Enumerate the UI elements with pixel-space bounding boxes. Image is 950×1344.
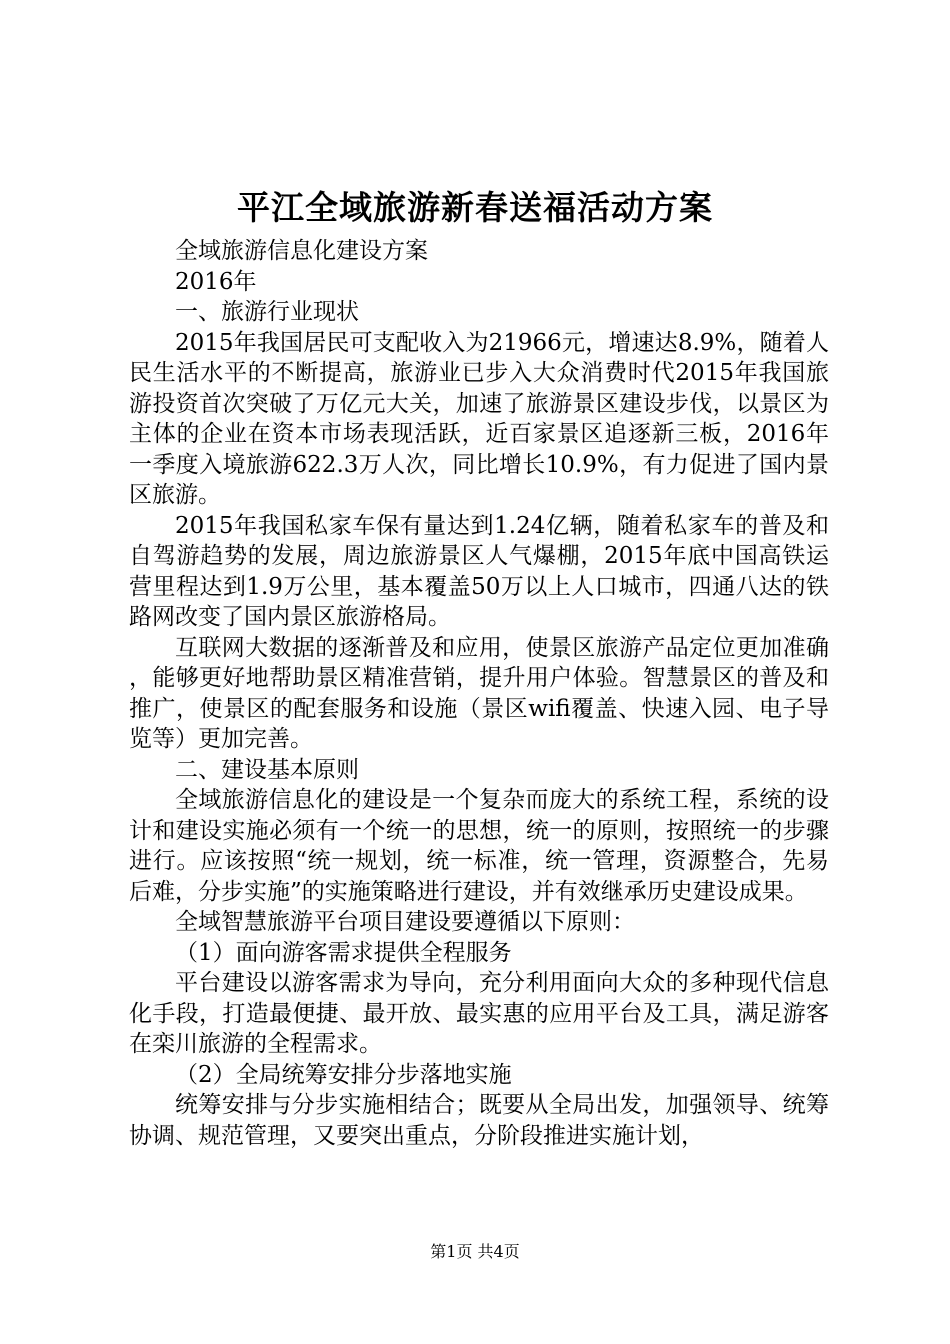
paragraph-tourist-needs: 平台建设以游客需求为导向，充分利用面向大众的多种现代信息化手段，打造最便捷、最开放、最实惠的应用平台及工具，满足游客在栾川旅游的全程需求。 (129, 970, 829, 1057)
year-line: 2016年 (175, 268, 257, 295)
paragraph-internet: 互联网大数据的逐渐普及和应用，使景区旅游产品定位更加准确，能够更好地帮助景区精准营销，提升用户体验。智慧景区的普及和推广，使景区的配套服务和设施（景区wifi覆盖、快速入园、电子导览等）更加完善。 (129, 634, 829, 752)
paragraph-platform-intro: 全域智慧旅游平台项目建设要遵循以下原则： (175, 909, 635, 935)
subheading-1: （1）面向游客需求提供全程服务 (175, 939, 512, 966)
document-body (129, 236, 829, 1151)
paragraph-coordination: 统筹安排与分步实施相结合；既要从全局出发，加强领导、统筹协调、规范管理，又要突出重点，分阶段推进实施计划， (129, 1092, 829, 1149)
page-footer: 第1页 共4页 (430, 1242, 520, 1261)
document-title: 平江全域旅游新春送福活动方案 (237, 188, 713, 227)
section-heading-2: 二、建设基本原则 (175, 756, 359, 783)
subheading-2: （2）全局统筹安排分步落地实施 (175, 1061, 512, 1088)
section-heading-1: 一、旅游行业现状 (175, 299, 359, 325)
paragraph-principles: 全域旅游信息化的建设是一个复杂而庞大的系统工程，系统的设计和建设实施必须有一个统一的思想，统一的原则，按照统一的步骤进行。应该按照“统一规划，统一标准，统一管理，资源整合，先易后难，分步实施”的实施策略进行建设，并有效继承历史建设成果。 (129, 787, 829, 905)
subtitle-line: 全域旅游信息化建设方案 (175, 238, 428, 264)
paragraph-cars: 2015年我国私家车保有量达到1.24亿辆，随着私家车的普及和自驾游趋势的发展，周边旅游景区人气爆棚，2015年底中国高铁运营里程达到1.9万公里，基本覆盖50万以上人口城市，四通八达的铁路网改变了国内景区旅游格局。 (129, 512, 829, 630)
paragraph-income: 2015年我国居民可支配收入为21966元，增速达8.9%，随着人民生活水平的不断提高，旅游业已步入大众消费时代2015年我国旅游投资首次突破了万亿元大关，加速了旅游景区建设步伐，以景区为主体的企业在资本市场表现活跃，近百家景区追逐新三板，2016年一季度入境旅游622.3万人次，同比增长10.9%，有力促进了国内景区旅游。 (129, 329, 829, 508)
